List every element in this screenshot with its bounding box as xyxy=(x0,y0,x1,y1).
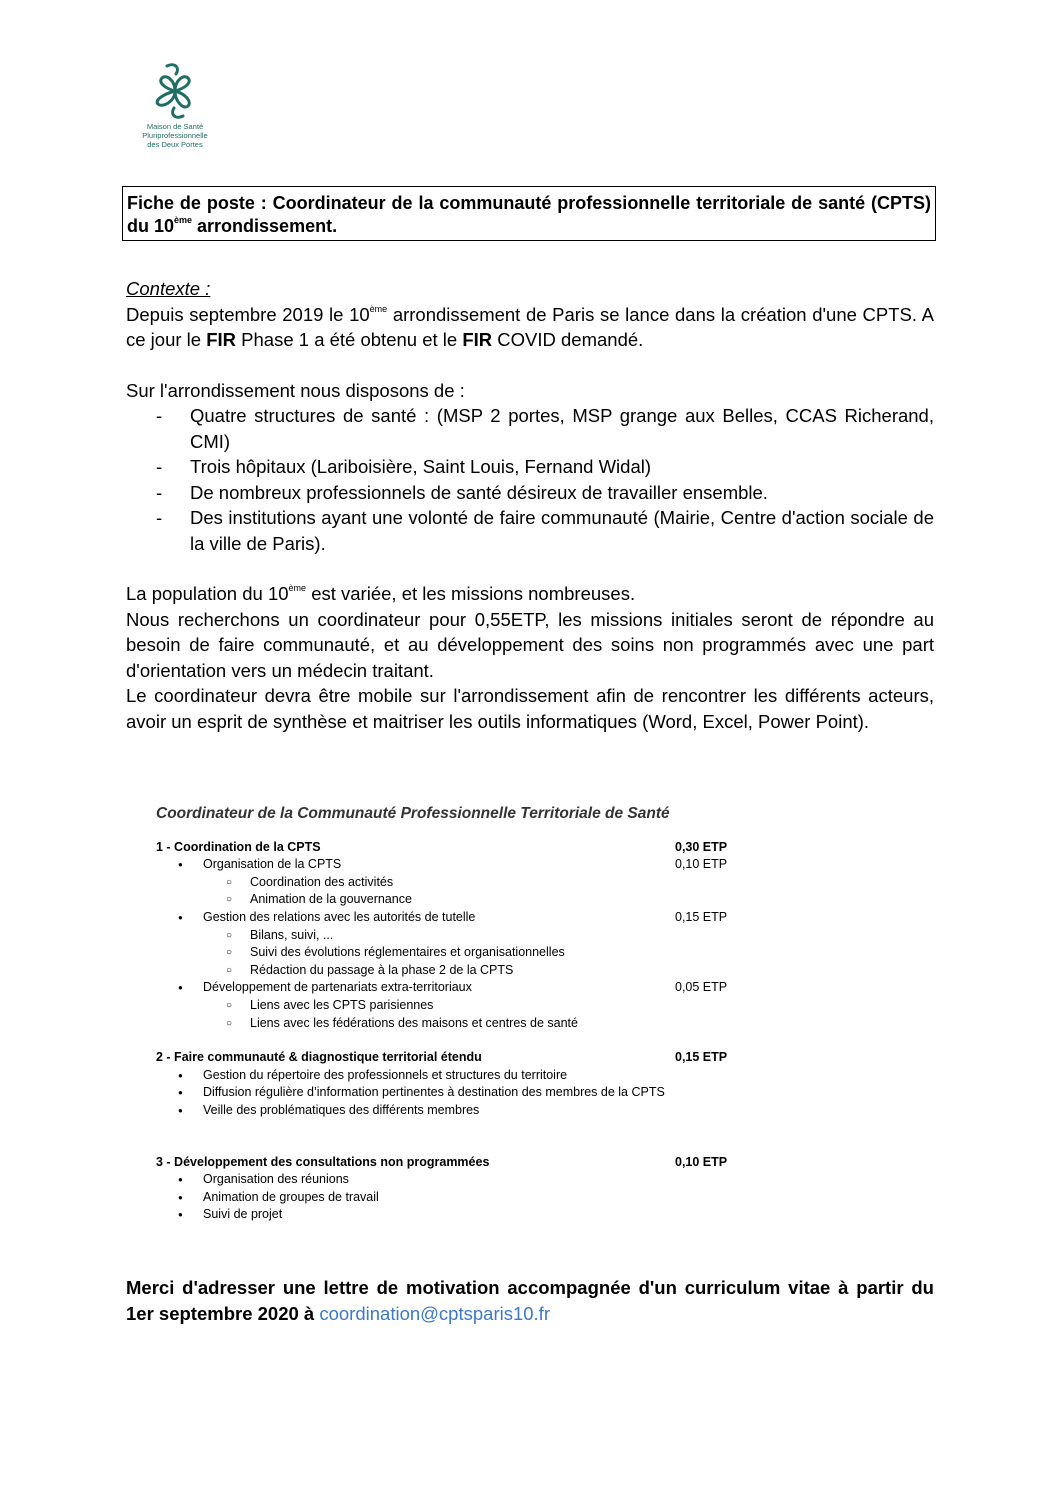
job-title-sup: ème xyxy=(174,215,193,225)
job-title: Fiche de poste : Coordinateur de la communauté professionnelle territoriale de santé (CPTS) du 10 xyxy=(127,193,931,236)
list-item: - Quatre structures de santé : (MSP 2 portes, MSP grange aux Belles, CCAS Richerand, CMI) xyxy=(190,403,934,454)
table-row: ○ Liens avec les fédérations des maisons et centres de santé xyxy=(156,1015,796,1033)
context-paragraph-1: Depuis septembre 2019 le 10ème arrondissement de Paris se lance dans la création d'une CPTS. A ce jour le FIR Phase 1 a été obtenu et le FIR COVID demandé. xyxy=(126,303,934,350)
population-paragraph: La population du 10ème est variée, et les missions nombreuses. xyxy=(126,583,636,604)
context-heading: Contexte : xyxy=(126,278,211,299)
table-row: ● Suivi de projet xyxy=(156,1206,796,1224)
contact-email-link[interactable]: coordination@cptsparis10.fr xyxy=(319,1302,550,1324)
section-2-row: 2 - Faire communauté & diagnostique territorial étendu 0,15 ETP xyxy=(156,1050,728,1065)
table-row: ● Veille des problématiques des différents membres xyxy=(156,1102,796,1120)
table-row: ○ Bilans, suivi, ... xyxy=(156,927,796,945)
list-item: - De nombreux professionnels de santé désireux de travailler ensemble. xyxy=(190,480,934,506)
table-row: ● Diffusion régulière d’information pertinentes à destination des membres de la CPTS xyxy=(156,1084,796,1102)
section-3-row: 3 - Développement des consultations non programmées 0,10 ETP xyxy=(156,1154,728,1169)
logo xyxy=(130,60,220,149)
mission-paragraph: Nous recherchons un coordinateur pour 0,55ETP, les missions initiales seront de répondre au besoin de faire communauté, et au développement des soins non programmés avec une part d'orientation vers un médecin traitant. xyxy=(126,608,934,681)
table-row: ● Organisation de la CPTS 0,10 ETP xyxy=(156,856,796,874)
job-title-tail: arrondissement. xyxy=(192,216,338,236)
profile-paragraph: Le coordinateur devra être mobile sur l'arrondissement afin de rencontrer les différents acteurs, avoir un esprit de synthèse et maitriser les outils informatiques (Word, Excel, Power Point). xyxy=(126,685,934,732)
table-row: ● Organisation des réunions xyxy=(156,1171,796,1189)
table-row: ○ Animation de la gouvernance xyxy=(156,891,796,909)
resources-intro: Sur l'arrondissement nous disposons de : xyxy=(126,379,465,401)
mission-table xyxy=(156,805,796,1224)
table-row: ○ Liens avec les CPTS parisiennes xyxy=(156,997,796,1015)
table-row: ○ Coordination des activités xyxy=(156,874,796,892)
logo-line-1: Maison de Santé xyxy=(146,122,204,131)
context-section xyxy=(126,276,934,734)
table-row: ○ Suivi des évolutions réglementaires et organisationnelles xyxy=(156,944,796,962)
table-row: ○ Rédaction du passage à la phase 2 de la CPTS xyxy=(156,962,796,980)
logo-line-3: des Deux Portes xyxy=(147,140,203,149)
list-item: - Trois hôpitaux (Lariboisière, Saint Louis, Fernand Widal) xyxy=(190,454,934,480)
table-row: ● Gestion des relations avec les autorités de tutelle 0,15 ETP xyxy=(156,909,796,927)
list-item: - Des institutions ayant une volonté de faire communauté (Mairie, Centre d'action sociale de la ville de Paris). xyxy=(190,505,934,556)
logo-line-2: Pluriprofessionnelle xyxy=(142,131,208,140)
table-row: ● Gestion du répertoire des professionnels et structures du territoire xyxy=(156,1067,796,1085)
application-instructions: Merci d'adresser une lettre de motivation accompagnée d'un curriculum vitae à partir du 1er septembre 2020 à coordination@cptsparis10.fr xyxy=(126,1277,934,1324)
table-row: ● Animation de groupes de travail xyxy=(156,1189,796,1207)
resources-list xyxy=(126,403,934,556)
job-title-box xyxy=(122,186,936,241)
cross-logo-icon xyxy=(140,60,210,122)
table-row: ● Développement de partenariats extra-territoriaux 0,05 ETP xyxy=(156,979,796,997)
section-1-row: 1 - Coordination de la CPTS 0,30 ETP xyxy=(156,839,728,854)
table-heading: Coordinateur de la Communauté Professionnelle Territoriale de Santé xyxy=(156,805,670,822)
